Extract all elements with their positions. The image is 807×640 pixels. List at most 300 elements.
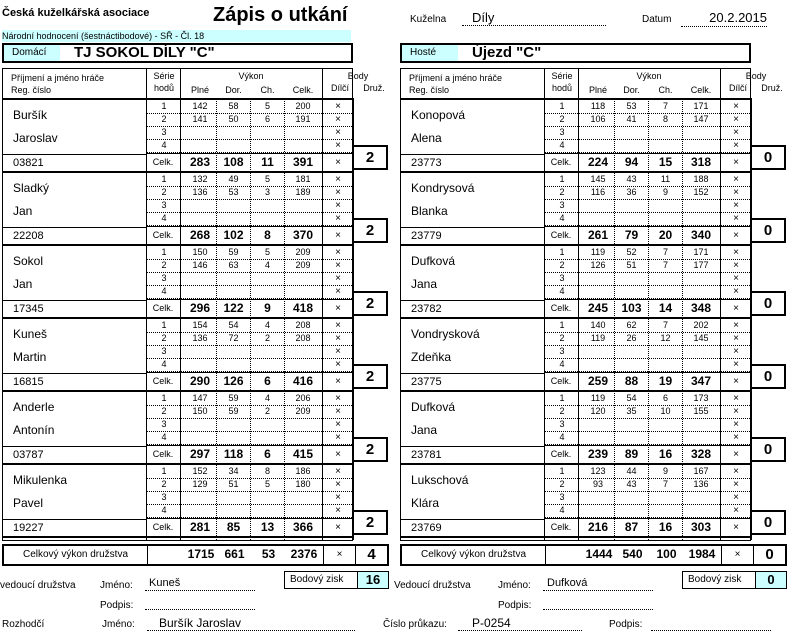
page-title: Zápis o utkání [213, 4, 348, 26]
col-plne: Plné [190, 85, 209, 95]
dilci-mark: × [733, 466, 739, 477]
series-cell: 123 [590, 466, 606, 476]
player-surname: Kondrysová [411, 181, 475, 195]
player-firstname: Zdeňka [411, 350, 452, 364]
col-plne: Plné [588, 85, 607, 95]
series-cell: 2 [559, 333, 565, 343]
series-cell: 1 [161, 247, 167, 257]
summary-points: 0 [765, 546, 774, 563]
zisk-value: 16 [357, 572, 388, 588]
series-cell: 1 [559, 320, 565, 330]
series-cell: 120 [590, 406, 606, 416]
total-label: Celk. [152, 230, 174, 240]
series-row [146, 358, 352, 372]
series-cell [649, 345, 682, 358]
player-block [3, 246, 375, 319]
total-cell: 102 [223, 228, 244, 242]
total-label: Celk. [152, 303, 174, 313]
player-total-row [544, 445, 750, 463]
series-cell: 200 [295, 101, 311, 111]
dilci-mark: × [335, 114, 341, 125]
referee-sign-label: Podpis: [609, 619, 643, 630]
total-label: Celk. [550, 230, 572, 240]
series-cell: 209 [295, 247, 311, 257]
player-total-row [544, 518, 750, 536]
series-cell: 72 [228, 333, 239, 343]
summary-cell: 1984 [688, 547, 716, 561]
series-row [544, 139, 750, 153]
series-cell: 2 [559, 406, 565, 416]
total-cell: 268 [189, 228, 211, 242]
series-cell: 9 [662, 187, 668, 197]
player-total-row [146, 299, 352, 317]
series-cell: 180 [295, 479, 311, 489]
col-druz: Druž. [363, 83, 385, 93]
total-cell: 20 [658, 228, 673, 242]
series-cell: 2 [161, 114, 167, 124]
total-cell: 88 [624, 374, 639, 388]
series-cell: 8 [662, 114, 668, 124]
player-surname: Konopová [411, 108, 466, 122]
summary-mark: × [336, 549, 343, 560]
player-firstname: Jana [411, 277, 438, 291]
player-surname: Dufková [411, 400, 456, 414]
col-series-2: hodů [153, 83, 175, 93]
series-cell [615, 212, 648, 225]
series-cell: 206 [295, 393, 311, 403]
series-cell [217, 199, 250, 212]
dilci-mark: × [733, 320, 739, 331]
dilci-mark: × [335, 140, 341, 151]
total-cell: 303 [690, 520, 712, 534]
total-cell: 15 [658, 155, 673, 169]
series-row [544, 126, 750, 140]
dilci-mark: × [733, 213, 739, 224]
summary-cell: 100 [656, 547, 677, 561]
total-label: Celk. [152, 522, 174, 532]
leader-sign-line [543, 609, 653, 610]
series-cell: 1 [161, 393, 167, 403]
dilci-total-mark: × [733, 522, 739, 533]
series-cell: 4 [264, 393, 270, 403]
dilci-total-mark: × [733, 376, 739, 387]
series-cell [582, 139, 614, 152]
total-cell: 89 [624, 447, 639, 461]
series-row [544, 405, 750, 419]
series-cell [615, 139, 648, 152]
summary-cell: 1444 [585, 547, 613, 561]
series-cell: 140 [590, 320, 606, 330]
total-cell: 416 [292, 374, 314, 388]
player-block [401, 246, 773, 319]
col-dilci: Dílčí [331, 83, 349, 93]
series-cell: 136 [192, 333, 208, 343]
series-cell [582, 418, 614, 431]
col-dilci: Dílčí [729, 83, 747, 93]
series-cell: 5 [264, 174, 270, 184]
col-celk: Celk. [690, 85, 712, 95]
association-name: Česká kuželkářská asociace [2, 7, 150, 19]
series-cell [217, 212, 250, 225]
series-cell [184, 418, 216, 431]
total-label: Celk. [550, 522, 572, 532]
dilci-mark: × [733, 174, 739, 185]
series-cell [683, 285, 719, 298]
series-cell: 3 [161, 492, 167, 502]
total-cell: 245 [587, 301, 609, 315]
series-row [146, 173, 352, 187]
series-cell [649, 199, 682, 212]
col-reg: Reg. číslo [11, 85, 52, 95]
series-cell [217, 345, 250, 358]
series-cell: 3 [161, 200, 167, 210]
player-block [3, 465, 375, 538]
dilci-total-mark: × [335, 376, 341, 387]
player-reg-number: 22208 [13, 230, 44, 242]
dilci-mark: × [733, 479, 739, 490]
player-firstname: Jaroslav [13, 131, 58, 145]
series-cell: 7 [662, 101, 668, 111]
series-row [146, 405, 352, 419]
col-druz: Druž. [761, 83, 783, 93]
dilci-mark: × [335, 505, 341, 516]
category-label: Národní hodnocení (šestnáctibodové) - SŘ - Čl. 18 [2, 30, 351, 42]
player-reg-number: 23769 [411, 522, 442, 534]
series-cell: 2 [559, 260, 565, 270]
series-cell: 126 [590, 260, 606, 270]
dilci-mark: × [335, 127, 341, 138]
series-cell [184, 504, 216, 517]
series-cell [683, 139, 719, 152]
dilci-mark: × [335, 101, 341, 112]
total-cell: 216 [587, 520, 609, 534]
series-cell [615, 126, 648, 139]
series-cell: 209 [295, 406, 311, 416]
series-cell [615, 199, 648, 212]
series-cell [285, 285, 321, 298]
dilci-mark: × [335, 260, 341, 271]
series-cell: 202 [693, 320, 709, 330]
series-cell: 3 [559, 127, 565, 137]
series-cell [217, 285, 250, 298]
dilci-mark: × [733, 140, 739, 151]
total-cell: 9 [264, 301, 271, 315]
player-total-row [544, 226, 750, 244]
series-cell: 208 [295, 320, 311, 330]
total-cell: 85 [226, 520, 241, 534]
dilci-total-mark: × [335, 449, 341, 460]
col-series: Série [153, 71, 175, 81]
series-cell: 51 [626, 260, 637, 270]
series-cell: 54 [626, 393, 637, 403]
series-cell [615, 504, 648, 517]
series-cell: 152 [693, 187, 709, 197]
series-cell [251, 504, 284, 517]
date-label: Datum [642, 14, 672, 25]
team-header [400, 43, 751, 63]
series-cell: 7 [662, 260, 668, 270]
dilci-mark: × [733, 127, 739, 138]
dilci-mark: × [335, 273, 341, 284]
player-points: 0 [750, 437, 786, 462]
dilci-mark: × [335, 492, 341, 503]
series-row [146, 332, 352, 346]
player-table [2, 68, 385, 541]
col-name: Příjmení a jméno hráče [11, 73, 105, 83]
series-cell: 2 [161, 187, 167, 197]
player-points: 2 [352, 437, 388, 462]
series-cell: 4 [559, 432, 565, 442]
dilci-mark: × [335, 187, 341, 198]
player-points: 0 [750, 291, 786, 316]
player-firstname: Antonín [13, 423, 55, 437]
dilci-mark: × [733, 492, 739, 503]
series-cell [285, 126, 321, 139]
total-cell: 366 [292, 520, 314, 534]
series-cell: 4 [559, 140, 565, 150]
bodovy-zisk-box [682, 571, 787, 589]
series-cell: 49 [228, 174, 239, 184]
series-cell: 141 [192, 114, 208, 124]
player-surname: Vondrysková [411, 327, 480, 341]
series-cell: 8 [264, 466, 270, 476]
leader-sign-label: Podpis: [498, 600, 532, 611]
dilci-mark: × [733, 101, 739, 112]
series-cell: 167 [693, 466, 709, 476]
series-cell [649, 491, 682, 504]
series-cell [217, 418, 250, 431]
dilci-mark: × [733, 187, 739, 198]
series-cell [649, 431, 682, 444]
col-performance: Výkon [238, 71, 264, 81]
summary-mark: × [734, 549, 741, 560]
series-cell [649, 126, 682, 139]
series-cell [251, 418, 284, 431]
series-cell [217, 491, 250, 504]
total-cell: 122 [223, 301, 244, 315]
series-cell: 150 [192, 247, 208, 257]
series-row [146, 113, 352, 127]
team-summary-row [400, 544, 787, 566]
series-cell [649, 285, 682, 298]
series-cell [285, 212, 321, 225]
player-block [3, 392, 375, 465]
series-cell [285, 139, 321, 152]
player-surname: Lukschová [411, 473, 469, 487]
referee-label: Rozhodčí [2, 619, 45, 630]
series-cell: 11 [660, 174, 671, 184]
col-series: Série [551, 71, 573, 81]
player-surname: Sladký [13, 181, 50, 195]
licence-label: Číslo průkazu: [383, 619, 447, 630]
series-cell [582, 431, 614, 444]
series-cell [285, 431, 321, 444]
series-cell [683, 418, 719, 431]
dilci-mark: × [335, 432, 341, 443]
series-cell: 58 [228, 101, 239, 111]
player-block [3, 100, 375, 173]
series-cell: 2 [161, 333, 167, 343]
series-cell: 2 [161, 479, 167, 489]
leader-name-label: Jméno: [498, 580, 531, 591]
series-cell [649, 272, 682, 285]
series-cell [683, 272, 719, 285]
series-cell: 150 [192, 406, 208, 416]
series-row [544, 319, 750, 333]
total-label: Celk. [550, 376, 572, 386]
series-cell: 9 [662, 466, 668, 476]
series-cell: 3 [161, 346, 167, 356]
series-row [544, 212, 750, 226]
player-points: 0 [750, 145, 786, 170]
series-row [146, 285, 352, 299]
series-row [146, 504, 352, 518]
total-cell: 348 [690, 301, 712, 315]
player-surname: Sokol [13, 254, 44, 268]
series-cell: 186 [295, 466, 311, 476]
series-cell: 54 [228, 320, 239, 330]
series-cell [683, 504, 719, 517]
series-row [146, 319, 352, 333]
series-cell: 4 [161, 213, 167, 223]
dilci-mark: × [733, 419, 739, 430]
series-cell [582, 212, 614, 225]
total-cell: 79 [624, 228, 639, 242]
series-cell: 129 [192, 479, 208, 489]
series-cell [582, 504, 614, 517]
player-block [3, 319, 375, 392]
series-cell [683, 431, 719, 444]
player-firstname: Jan [13, 204, 33, 218]
series-cell: 3 [559, 273, 565, 283]
total-cell: 347 [690, 374, 712, 388]
series-cell: 118 [590, 101, 606, 111]
dilci-mark: × [733, 247, 739, 258]
dilci-mark: × [733, 114, 739, 125]
series-cell: 1 [161, 174, 167, 184]
series-cell: 10 [660, 406, 671, 416]
series-row [544, 358, 750, 372]
series-cell: 62 [626, 320, 637, 330]
series-cell: 3 [559, 346, 565, 356]
series-cell: 147 [693, 114, 709, 124]
series-cell [217, 272, 250, 285]
summary-cell: 1715 [187, 547, 215, 561]
col-celk: Celk. [292, 85, 314, 95]
leader-label: Vedoucí družstva [394, 580, 471, 591]
series-row [146, 100, 352, 114]
player-total-row [146, 372, 352, 390]
dilci-mark: × [733, 273, 739, 284]
series-cell: 53 [228, 187, 239, 197]
player-reg-number: 19227 [13, 522, 44, 534]
series-cell: 1 [161, 320, 167, 330]
summary-cell: 53 [261, 547, 276, 561]
player-total-row [544, 372, 750, 390]
team-tag: Hosté [402, 45, 458, 61]
leader-name-label: Jméno: [100, 580, 133, 591]
series-cell: 36 [626, 187, 637, 197]
player-total-row [146, 153, 352, 171]
series-row [146, 139, 352, 153]
leader-sign-line [145, 609, 255, 610]
series-cell [217, 139, 250, 152]
series-cell [184, 126, 216, 139]
team-tag: Domácí [4, 45, 60, 61]
series-cell: 3 [161, 419, 167, 429]
summary-cell: 2376 [290, 547, 318, 561]
series-row [544, 173, 750, 187]
total-cell: 297 [189, 447, 211, 461]
player-reg-number: 03821 [13, 157, 44, 169]
dilci-mark: × [335, 359, 341, 370]
player-reg-number: 03787 [13, 449, 44, 461]
col-dor: Dor. [623, 85, 640, 95]
dilci-mark: × [733, 260, 739, 271]
series-cell: 1 [559, 466, 565, 476]
player-reg-number: 17345 [13, 303, 44, 315]
series-cell [285, 504, 321, 517]
series-cell: 152 [192, 466, 208, 476]
player-firstname: Blanka [411, 204, 448, 218]
team-header [2, 43, 353, 63]
referee-name: Buršík Jaroslav [147, 616, 355, 631]
series-cell [683, 199, 719, 212]
player-total-row [146, 226, 352, 244]
series-cell: 4 [264, 320, 270, 330]
player-firstname: Jana [411, 423, 438, 437]
series-cell [184, 199, 216, 212]
series-cell: 1 [559, 174, 565, 184]
series-cell [649, 504, 682, 517]
player-block [401, 319, 773, 392]
series-cell: 1 [161, 101, 167, 111]
player-reg-number: 23773 [411, 157, 442, 169]
series-cell: 63 [228, 260, 239, 270]
total-cell: 8 [264, 228, 271, 242]
series-cell [649, 418, 682, 431]
series-cell [184, 139, 216, 152]
player-reg-number: 23782 [411, 303, 442, 315]
dilci-mark: × [733, 359, 739, 370]
player-total-row [544, 153, 750, 171]
team-summary-row [2, 544, 389, 566]
total-cell: 261 [587, 228, 609, 242]
series-cell: 43 [626, 174, 637, 184]
dilci-mark: × [733, 505, 739, 516]
total-label: Celk. [550, 157, 572, 167]
total-cell: 126 [223, 374, 244, 388]
series-cell: 4 [559, 359, 565, 369]
dilci-mark: × [733, 333, 739, 344]
total-cell: 87 [624, 520, 639, 534]
series-cell: 7 [662, 479, 668, 489]
series-cell: 191 [295, 114, 311, 124]
series-cell: 1 [559, 101, 565, 111]
dilci-mark: × [335, 393, 341, 404]
series-cell: 50 [228, 114, 239, 124]
table-header [3, 69, 385, 100]
player-block [401, 100, 773, 173]
series-cell: 2 [161, 260, 167, 270]
series-cell: 12 [660, 333, 671, 343]
series-cell: 173 [693, 393, 709, 403]
player-reg-number: 23775 [411, 376, 442, 388]
player-points: 2 [352, 510, 388, 535]
dilci-total-mark: × [335, 230, 341, 241]
player-firstname: Klára [411, 496, 440, 510]
total-cell: 370 [292, 228, 314, 242]
